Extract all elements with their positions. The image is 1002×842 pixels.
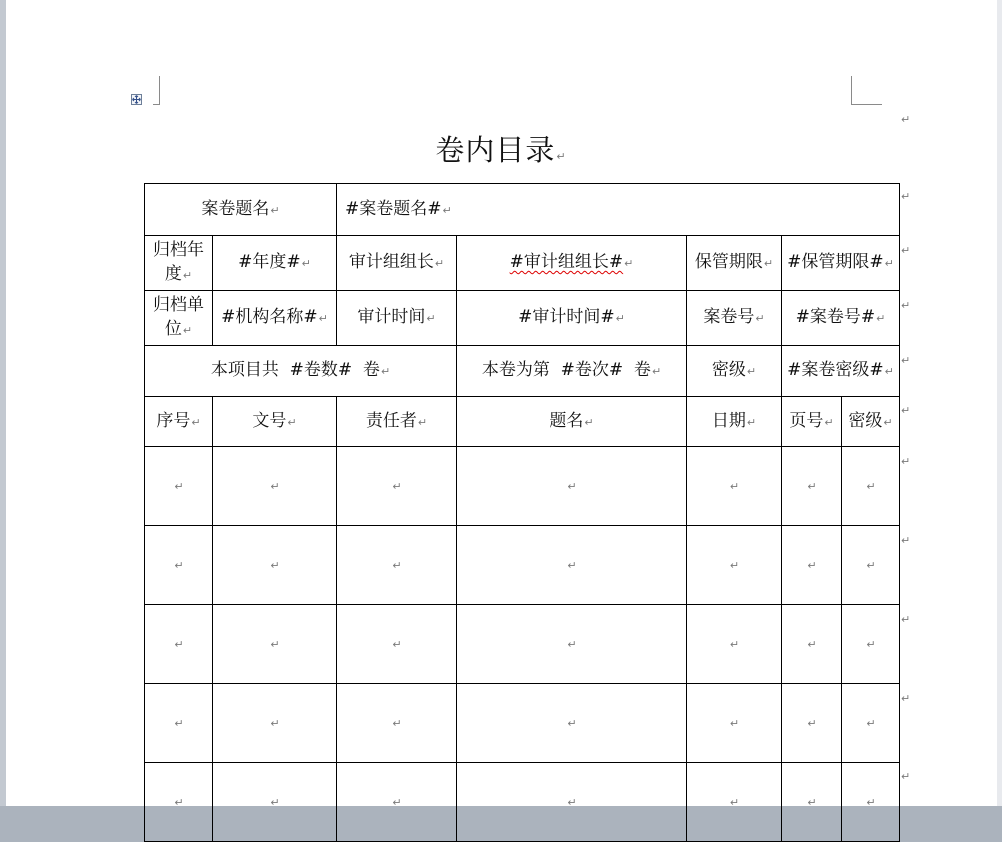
table-cell[interactable] <box>457 605 687 684</box>
paragraph-mark: ↵ <box>270 796 280 809</box>
paragraph-mark: ↵ <box>392 717 402 730</box>
table-cell[interactable] <box>687 526 782 605</box>
row-end-mark: ↵ <box>901 404 911 417</box>
paragraph-mark: ↵ <box>729 638 740 651</box>
group-leader-label-cell[interactable]: 审计组组长↵ <box>337 236 457 291</box>
table-cell[interactable] <box>213 605 337 684</box>
table-cell[interactable] <box>213 763 337 842</box>
paragraph-mark: ↵ <box>270 717 280 730</box>
paragraph-mark: ↵ <box>270 559 280 572</box>
paragraph-mark: ↵ <box>174 796 184 809</box>
col-header-doc-no[interactable]: 文号↵ <box>213 397 337 447</box>
volume-number-cell[interactable]: 本卷为第 #卷次# 卷↵ <box>457 346 687 397</box>
table-cell[interactable] <box>842 447 900 526</box>
table-cell[interactable] <box>842 605 900 684</box>
file-title-value-cell[interactable]: #案卷题名#↵ <box>337 184 900 236</box>
table-row <box>145 526 900 605</box>
file-title-label-cell[interactable]: 案卷题名↵ <box>145 184 337 236</box>
table-cell[interactable] <box>337 684 457 763</box>
paragraph-mark: ↵ <box>392 480 402 493</box>
table-cell[interactable] <box>145 447 213 526</box>
table-cell[interactable] <box>782 526 842 605</box>
row-end-mark: ↵ <box>901 613 911 626</box>
paragraph-mark: ↵ <box>567 638 577 651</box>
table-cell[interactable] <box>782 763 842 842</box>
table-cell[interactable] <box>145 763 213 842</box>
table-cell[interactable] <box>457 763 687 842</box>
table-cell[interactable] <box>457 684 687 763</box>
table-cell[interactable] <box>337 763 457 842</box>
title-text: 卷内目录 <box>435 133 556 167</box>
paragraph-mark: ↵ <box>270 480 280 493</box>
total-volumes-cell[interactable]: 本项目共 #卷数# 卷↵ <box>145 346 457 397</box>
table-cell[interactable] <box>145 605 213 684</box>
row-end-mark: ↵ <box>901 244 911 257</box>
paragraph-mark: ↵ <box>807 638 817 651</box>
table-cell[interactable] <box>213 526 337 605</box>
table-row <box>145 605 900 684</box>
col-header-serial[interactable]: 序号↵ <box>145 397 213 447</box>
col-header-title[interactable]: 题名↵ <box>457 397 687 447</box>
paragraph-mark: ↵ <box>901 113 911 126</box>
table-cell[interactable] <box>842 763 900 842</box>
table-cell[interactable] <box>782 605 842 684</box>
paragraph-mark: ↵ <box>729 480 740 493</box>
unit-label-cell[interactable]: 归档单位↵ <box>145 291 213 346</box>
row-end-mark: ↵ <box>901 354 911 367</box>
table-cell[interactable] <box>213 447 337 526</box>
row-end-mark: ↵ <box>901 299 911 312</box>
table-cell[interactable] <box>337 447 457 526</box>
paragraph-mark: ↵ <box>567 796 577 809</box>
year-value-cell[interactable]: #年度#↵ <box>213 236 337 291</box>
table-cell[interactable] <box>457 447 687 526</box>
retention-value-cell[interactable]: #保管期限#↵ <box>782 236 900 291</box>
column-header-row <box>145 397 900 447</box>
paragraph-mark: ↵ <box>174 717 184 730</box>
year-label-cell[interactable]: 归档年度↵ <box>145 236 213 291</box>
table-row <box>145 447 900 526</box>
paragraph-mark: ↵ <box>866 796 876 809</box>
col-header-date[interactable]: 日期↵ <box>687 397 782 447</box>
paragraph-mark: ↵ <box>567 717 577 730</box>
table-cell[interactable] <box>687 684 782 763</box>
table-cell[interactable] <box>457 526 687 605</box>
table-cell[interactable] <box>842 526 900 605</box>
paragraph-mark: ↵ <box>174 638 184 651</box>
unit-value-cell[interactable]: #机构名称#↵ <box>213 291 337 346</box>
file-no-value-cell[interactable]: #案卷号#↵ <box>782 291 900 346</box>
col-header-responsible[interactable]: 责任者↵ <box>337 397 457 447</box>
paragraph-mark: ↵ <box>392 559 402 572</box>
header-row-file-title <box>145 184 900 236</box>
paragraph-mark: ↵ <box>174 480 184 493</box>
vertical-scrollbar[interactable] <box>997 0 1002 806</box>
paragraph-mark: ↵ <box>807 559 817 572</box>
paragraph-mark: ↵ <box>729 717 740 730</box>
paragraph-mark: ↵ <box>866 559 876 572</box>
table-move-handle-icon[interactable] <box>131 94 142 105</box>
table-row <box>145 763 900 842</box>
margin-corner-top-right <box>851 76 882 105</box>
margin-corner-top-left <box>153 76 160 105</box>
col-header-secret[interactable]: 密级↵ <box>842 397 900 447</box>
paragraph-mark: ↵ <box>174 559 184 572</box>
table-cell[interactable] <box>337 605 457 684</box>
row-end-mark: ↵ <box>901 455 911 468</box>
table-cell[interactable] <box>687 605 782 684</box>
table-cell[interactable] <box>842 684 900 763</box>
row-end-mark: ↵ <box>901 770 911 783</box>
paragraph-mark: ↵ <box>556 150 567 163</box>
row-end-mark: ↵ <box>901 190 911 203</box>
group-leader-value-cell[interactable]: #审计组组长#↵ <box>457 236 687 291</box>
file-no-label-cell[interactable]: 案卷号↵ <box>687 291 782 346</box>
table-cell[interactable] <box>687 447 782 526</box>
table-cell[interactable] <box>337 526 457 605</box>
paragraph-mark: ↵ <box>270 638 280 651</box>
paragraph-mark: ↵ <box>567 559 577 572</box>
paragraph-mark: ↵ <box>807 717 817 730</box>
col-header-page[interactable]: 页号↵ <box>782 397 842 447</box>
entries-body <box>145 447 900 842</box>
table-cell[interactable] <box>782 447 842 526</box>
document-title[interactable] <box>0 128 1002 169</box>
paragraph-mark: ↵ <box>392 796 402 809</box>
audit-time-label-cell[interactable]: 审计时间↵ <box>337 291 457 346</box>
header-row-year <box>145 236 900 291</box>
paragraph-mark: ↵ <box>392 638 402 651</box>
paragraph-mark: ↵ <box>807 480 817 493</box>
paragraph-mark: ↵ <box>729 559 740 572</box>
retention-label-cell[interactable]: 保管期限↵ <box>687 236 782 291</box>
table-cell[interactable] <box>145 684 213 763</box>
audit-time-value-cell[interactable]: #审计时间#↵ <box>457 291 687 346</box>
paragraph-mark: ↵ <box>807 796 817 809</box>
row-end-mark: ↵ <box>901 692 911 705</box>
catalog-table[interactable] <box>144 183 900 842</box>
paragraph-mark: ↵ <box>729 796 740 809</box>
paragraph-mark: ↵ <box>567 480 577 493</box>
row-end-mark: ↵ <box>901 534 911 547</box>
paragraph-mark: ↵ <box>866 717 876 730</box>
secret-value-cell[interactable]: #案卷密级#↵ <box>782 346 900 397</box>
paragraph-mark: ↵ <box>866 638 876 651</box>
paragraph-mark: ↵ <box>866 480 876 493</box>
table-cell[interactable] <box>145 526 213 605</box>
table-row <box>145 684 900 763</box>
secret-label-cell[interactable]: 密级↵ <box>687 346 782 397</box>
header-row-volume <box>145 346 900 397</box>
table-cell[interactable] <box>782 684 842 763</box>
header-row-unit <box>145 291 900 346</box>
table-cell[interactable] <box>213 684 337 763</box>
table-cell[interactable] <box>687 763 782 842</box>
